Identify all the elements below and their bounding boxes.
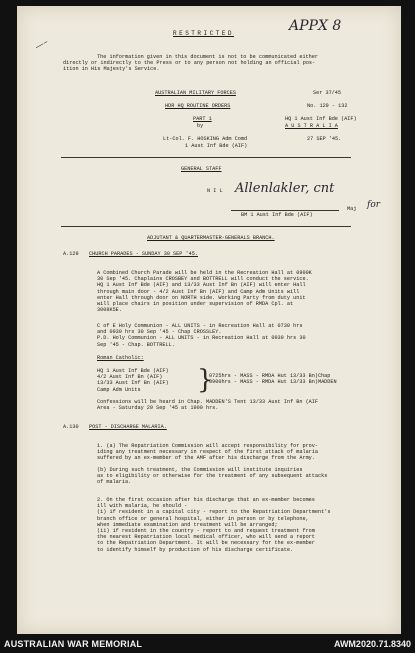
- text-line: 30 Sep '45. Chaplains CROSBEY and BOTTRELL will conduct the service.: [97, 276, 309, 283]
- text-line: ill with malaria, he should -: [97, 503, 188, 510]
- text-line: to identify himself by production of his discharge certificate.: [97, 546, 294, 553]
- text-line: C of E Holy Communion - ALL UNITS - in Recreation Hall at 0730 hrs: [97, 323, 303, 329]
- header-divider: [61, 157, 351, 158]
- text-line: Area - Saturday 29 Sep '45 at 1900 hrs.: [97, 405, 219, 412]
- order-number-a130: A.130: [63, 424, 79, 430]
- text-line: P.D. Holy Communion - ALL UNITS - in Recreation Hall at 0930 hrs 30: [97, 335, 306, 342]
- order-type: HDR HQ ROUTINE ORDERS: [165, 103, 231, 109]
- text-line: Sep '45 - Chap. BOTTRELL.: [97, 341, 175, 348]
- archive-footer: [0, 635, 415, 653]
- signature-for: for: [367, 200, 381, 210]
- nil-entry: N I L: [207, 188, 223, 194]
- section-divider: [61, 226, 351, 227]
- text-line: HQ 1 Aust Inf Bde (AIF) and 13/33 Aust Inf Bn (AIF) will enter Hall: [97, 282, 306, 289]
- text-line: A Combined Church Parade will be held in the Recreation Hall at 0900K: [97, 270, 312, 276]
- text-line: of malaria.: [97, 479, 132, 486]
- force-title: AUSTRALIAN MILITARY FORCES: [155, 90, 236, 96]
- archive-reference: AWM2020.71.8340: [333, 639, 411, 649]
- part-label: PART 1: [193, 116, 212, 122]
- handwritten-appx-annotation: APPX 8: [289, 18, 342, 34]
- by-label: by: [197, 123, 204, 129]
- rc-units-list: [97, 368, 169, 393]
- brace-icon: }: [197, 365, 214, 395]
- brigade-major-line: BM 1 Aust Inf Bde (AIF): [241, 212, 313, 218]
- text-line: iding any treatment necessary in respect of the first attack of malaria: [97, 449, 319, 456]
- text-line: branch office or general hospital, either in person or by telephone,: [97, 515, 309, 522]
- text-line: (i) if resident in a capital city - report to the Repatriation Department's: [97, 509, 331, 516]
- a130-title: POST - DISCHARGE MALARIA.: [89, 424, 167, 430]
- notice-line: directly or indirectly to the Press or to any person not holding an official pos-: [63, 60, 316, 67]
- text-line: (ii) if resident in the country - report to and request treatment from: [97, 528, 315, 535]
- text-line: through main door - 4/2 Aust Inf Bn (AIF) and Camp Adm Units will: [97, 288, 300, 295]
- archive-name: AUSTRALIAN WAR MEMORIAL: [4, 639, 143, 649]
- text-line: suffered by an ex-member of the AMF after his discharge from the Army.: [97, 455, 315, 462]
- aqmg-title: ADJUTANT & QUARTERMASTER-GENERALS BRANCH.: [147, 235, 275, 241]
- order-number-a129: A.129: [63, 251, 79, 257]
- a130-item-1b: [97, 467, 327, 486]
- text-line: Confessions will be heard in Chap. MADDEN'S Tent 13/33 Aust Inf Bn (AIF: [97, 399, 319, 405]
- list-item: Camp Adm Units: [97, 386, 141, 393]
- rc-times-list: [209, 373, 337, 385]
- text-line: the nearest Repatriation local medical officer, who will send a report: [97, 534, 315, 541]
- order-numbers: No. 129 - 132: [307, 103, 348, 109]
- text-line: 1. (a) The Repatriation Commission will accept responsibility for prov-: [97, 443, 319, 449]
- text-line: and 0930 hrs 30 Sep '45 - Chap CROSSLEY.: [97, 329, 222, 336]
- signature-rank: Maj: [347, 206, 357, 212]
- a129-paragraph-2: [97, 323, 306, 348]
- roman-catholic-title: Roman Catholic:: [97, 355, 144, 361]
- text-line: (b) During such treatment, the Commission will institute inquiries: [97, 467, 303, 473]
- list-item: HQ 1 Aust Inf Bde (AIF): [97, 368, 169, 374]
- text-line: will place chairs in position under supervision of RMDA Cpl. at: [97, 301, 294, 308]
- signature-line: [231, 210, 339, 211]
- a130-item-2: [97, 497, 330, 553]
- security-notice: [63, 54, 318, 73]
- text-line: 2. On the first occasion after his discharge that an ex-member becomes: [97, 497, 315, 503]
- ser-number: Ser 37/45: [313, 90, 342, 96]
- classification-label: RESTRICTED: [173, 30, 235, 37]
- list-item: 0725hrs - MASS - RMDA Hut 13/33 Bn)Chap: [209, 373, 331, 379]
- confession-note: [97, 399, 318, 411]
- notice-line: The information given in this document is not to be communicated either: [97, 54, 319, 60]
- commander-line: Lt-Col. F. HOSKING Adm Comd: [163, 136, 248, 142]
- hq-line: HQ 1 Aust Inf Bde (AIF): [285, 116, 357, 122]
- list-item: 4/2 Aust Inf Bn (AIF): [97, 374, 163, 381]
- a129-title: CHURCH PARADES - SUNDAY 30 SEP '45.: [89, 251, 198, 257]
- list-item: 0900hrs - MASS - RMDA Hut 13/33 Bn)MADDEN: [209, 379, 337, 386]
- signature-image: Allenlakler, cnt: [235, 181, 335, 196]
- text-line: enter Hall through door on NORTH side. Working Party from duty unit: [97, 294, 306, 301]
- order-date: 27 SEP '45.: [307, 136, 342, 142]
- a129-paragraph-1: [97, 270, 312, 313]
- location: A U S T R A L I A: [285, 123, 338, 129]
- general-staff-title: GENERAL STAFF: [181, 166, 222, 172]
- document-page: [17, 6, 401, 634]
- corner-mark-icon: —–: [33, 37, 51, 53]
- list-item: 13/33 Aust Inf Bn (AIF): [97, 380, 169, 387]
- text-line: when immediate examination and treatment will be arranged;: [97, 521, 278, 528]
- a130-item-1a: [97, 443, 318, 462]
- text-line: as to eligibility or otherwise for the treatment of any subsequent attacks: [97, 473, 328, 480]
- text-line: 3008K5E.: [97, 307, 122, 314]
- notice-line: ition in His Majesty's Service.: [63, 66, 160, 73]
- text-line: to the Repatriation Department. It will be necessary for the ex-member: [97, 540, 315, 547]
- formation-line: 1 Aust Inf Bde (AIF): [185, 143, 248, 149]
